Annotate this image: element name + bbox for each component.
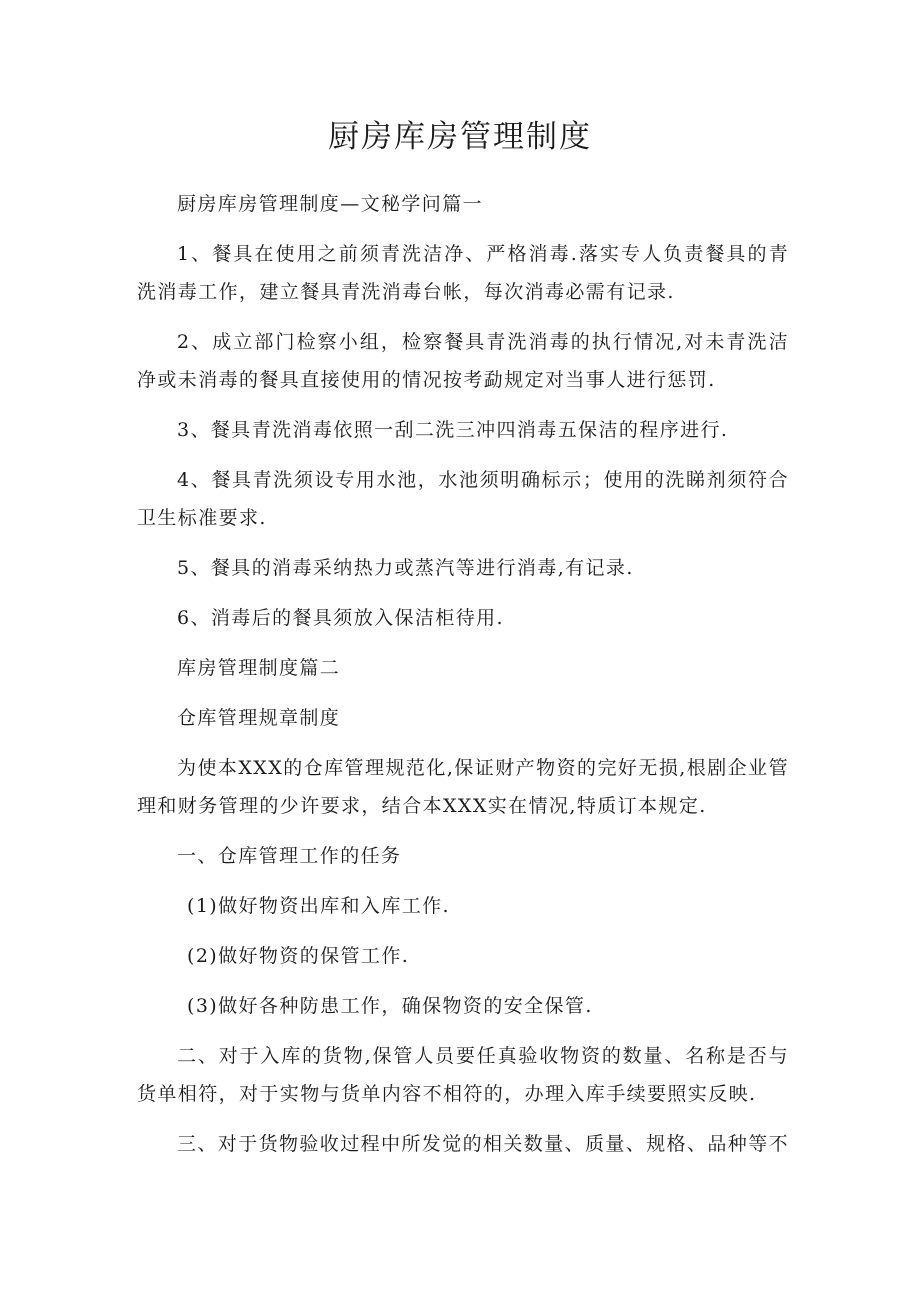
page-title: 厨房库房管理制度	[328, 119, 592, 155]
paragraph-rule-3: 三、对于货物验收过程中所发觉的相关数量、质量、规格、品种等不	[177, 1133, 790, 1155]
paragraph-item-1: 1、餐具在使用之前须青洗洁净、严格消毒.落实专人负责餐具的青洗消毒工作，建立餐具青洗消毒台帐，每次消毒必需有记录.	[137, 243, 789, 303]
paragraph-rule-2: 二、对于入库的货物,保管人员要任真验收物资的数量、名称是否与货单相符，对于实物与货单内容不相符的，办理入库手续要照实反映.	[137, 1045, 789, 1105]
paragraph-item-5: 5、餐具的消毒采纳热力或蒸汽等进行消毒,有记录.	[177, 557, 634, 579]
paragraph-task-1: (1)做好物资出库和入库工作.	[187, 895, 450, 917]
paragraph-item-2: 2、成立部门检察小组，检察餐具青洗消毒的执行情况,对未青洗洁净或未消毒的餐具直接使用的情况按考勐规定对当事人进行惩罚.	[137, 331, 789, 391]
paragraph-section-heading-1: 厨房库房管理制度—文秘学问篇一	[177, 193, 484, 215]
paragraph-task-2: (2)做好物资的保管工作.	[187, 945, 410, 967]
paragraph-item-6: 6、消毒后的餐具须放入保洁柜待用.	[177, 607, 504, 629]
document-body	[137, 185, 789, 1175]
paragraph-intro: 为使本XXX的仓库管理规范化,保证财产物资的完好无损,根剧企业管理和财务管理的少许要求，结合本XXX实在情况,特质订本规定.	[137, 757, 789, 817]
paragraph-item-4: 4、餐具青洗须设专用水池，水池须明确标示；使用的洗睇剂须符合卫生标准要求.	[137, 469, 789, 529]
paragraph-task-heading: 一、仓库管理工作的任务	[177, 845, 402, 867]
paragraph-section-heading-2: 库房管理制度篇二	[177, 657, 341, 679]
paragraph-subheading: 仓库管理规章制度	[177, 707, 341, 729]
paragraph-task-3: (3)做好各种防患工作，确保物资的安全保管.	[187, 995, 593, 1017]
paragraph-item-3: 3、餐具青洗消毒依照一刮二洗三冲四消毒五保洁的程序进行.	[177, 419, 729, 441]
